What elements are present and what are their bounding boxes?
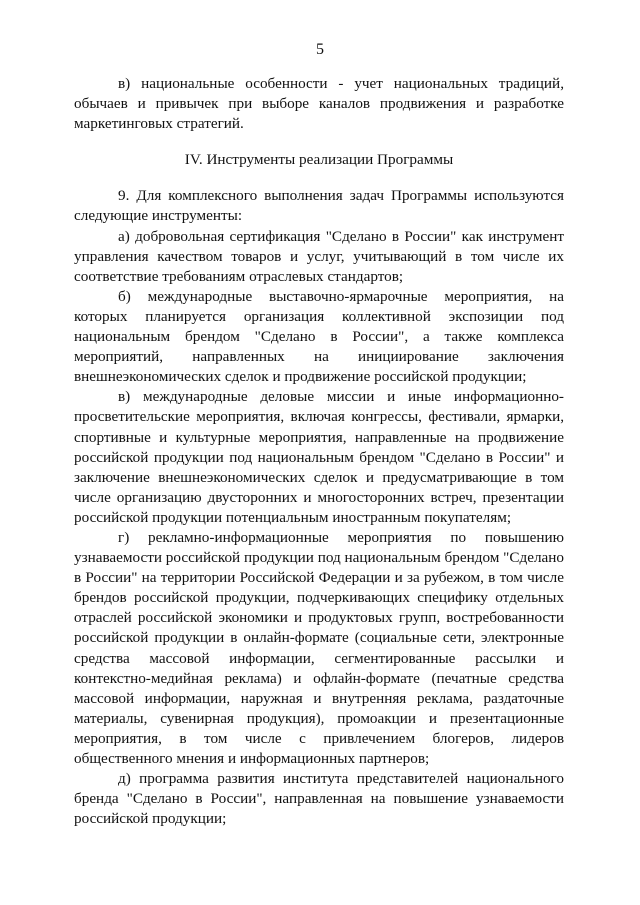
list-item-b: б) международные выставочно-ярмарочные мероприятия, на которых планируется организация коллективной экспозиции под национальным брендом "Сделано в России", а также комплекса мероприятий, направленных на инициирование заключения внешнеэкономических сделок и продвижение российской продукции;: [74, 287, 564, 386]
list-item-v: в) международные деловые миссии и иные информационно-просветительские мероприятия, включая конгрессы, фестивали, ярмарки, спортивные и культурные мероприятия, направленные на продвижение российской продукции под национальным брендом "Сделано в России" и заключение внешнеэкономических сделок и предусматривающие в том числе организацию двусторонних и многосторонних встреч, презентации российской продукции потенциальным иностранным покупателям;: [74, 388, 564, 526]
list-item-g: г) рекламно-информационные мероприятия по повышению узнаваемости российской продукции под национальным брендом "Сделано в России" на территории Российской Федерации и за рубежом, в том числе брендов российской продукции, подчеркивающих специфику отдельных отраслей российской экономики и продуктовых групп, востребованности российской продукции в онлайн-формате (социальные сети, электронные средства массовой информации, сегментированные рассылки и контекстно-медийная реклама) и офлайн-формате (печатные средства массовой информации, наружная и внутренняя реклама, раздаточные материалы, сувенирная продукция), промоакции и презентационные мероприятия, в том числе с привлечением блогеров, лидеров общественного мнения и информационных партнеров;: [74, 528, 564, 767]
list-item-a: а) добровольная сертификация "Сделано в России" как инструмент управления качеством товаров и услуг, учитывающий в том числе их соответствие требованиям отраслевых стандартов;: [74, 227, 564, 285]
paragraph-9-instruments: 9. Для комплексного выполнения задач Программы используются следующие инструменты:: [74, 187, 564, 225]
paragraph-national-features: в) национальные особенности - учет национальных традиций, обычаев и привычек при выборе каналов продвижения и разработке маркетинговых стратегий.: [74, 75, 564, 133]
list-item-d: д) программа развития института представителей национального бренда "Сделано в России", направленная на повышение узнаваемости российской продукции;: [74, 770, 564, 828]
section-heading: IV. Инструменты реализации Программы: [184, 151, 454, 169]
page-number: 5: [316, 41, 324, 58]
document-body: [74, 74, 564, 829]
